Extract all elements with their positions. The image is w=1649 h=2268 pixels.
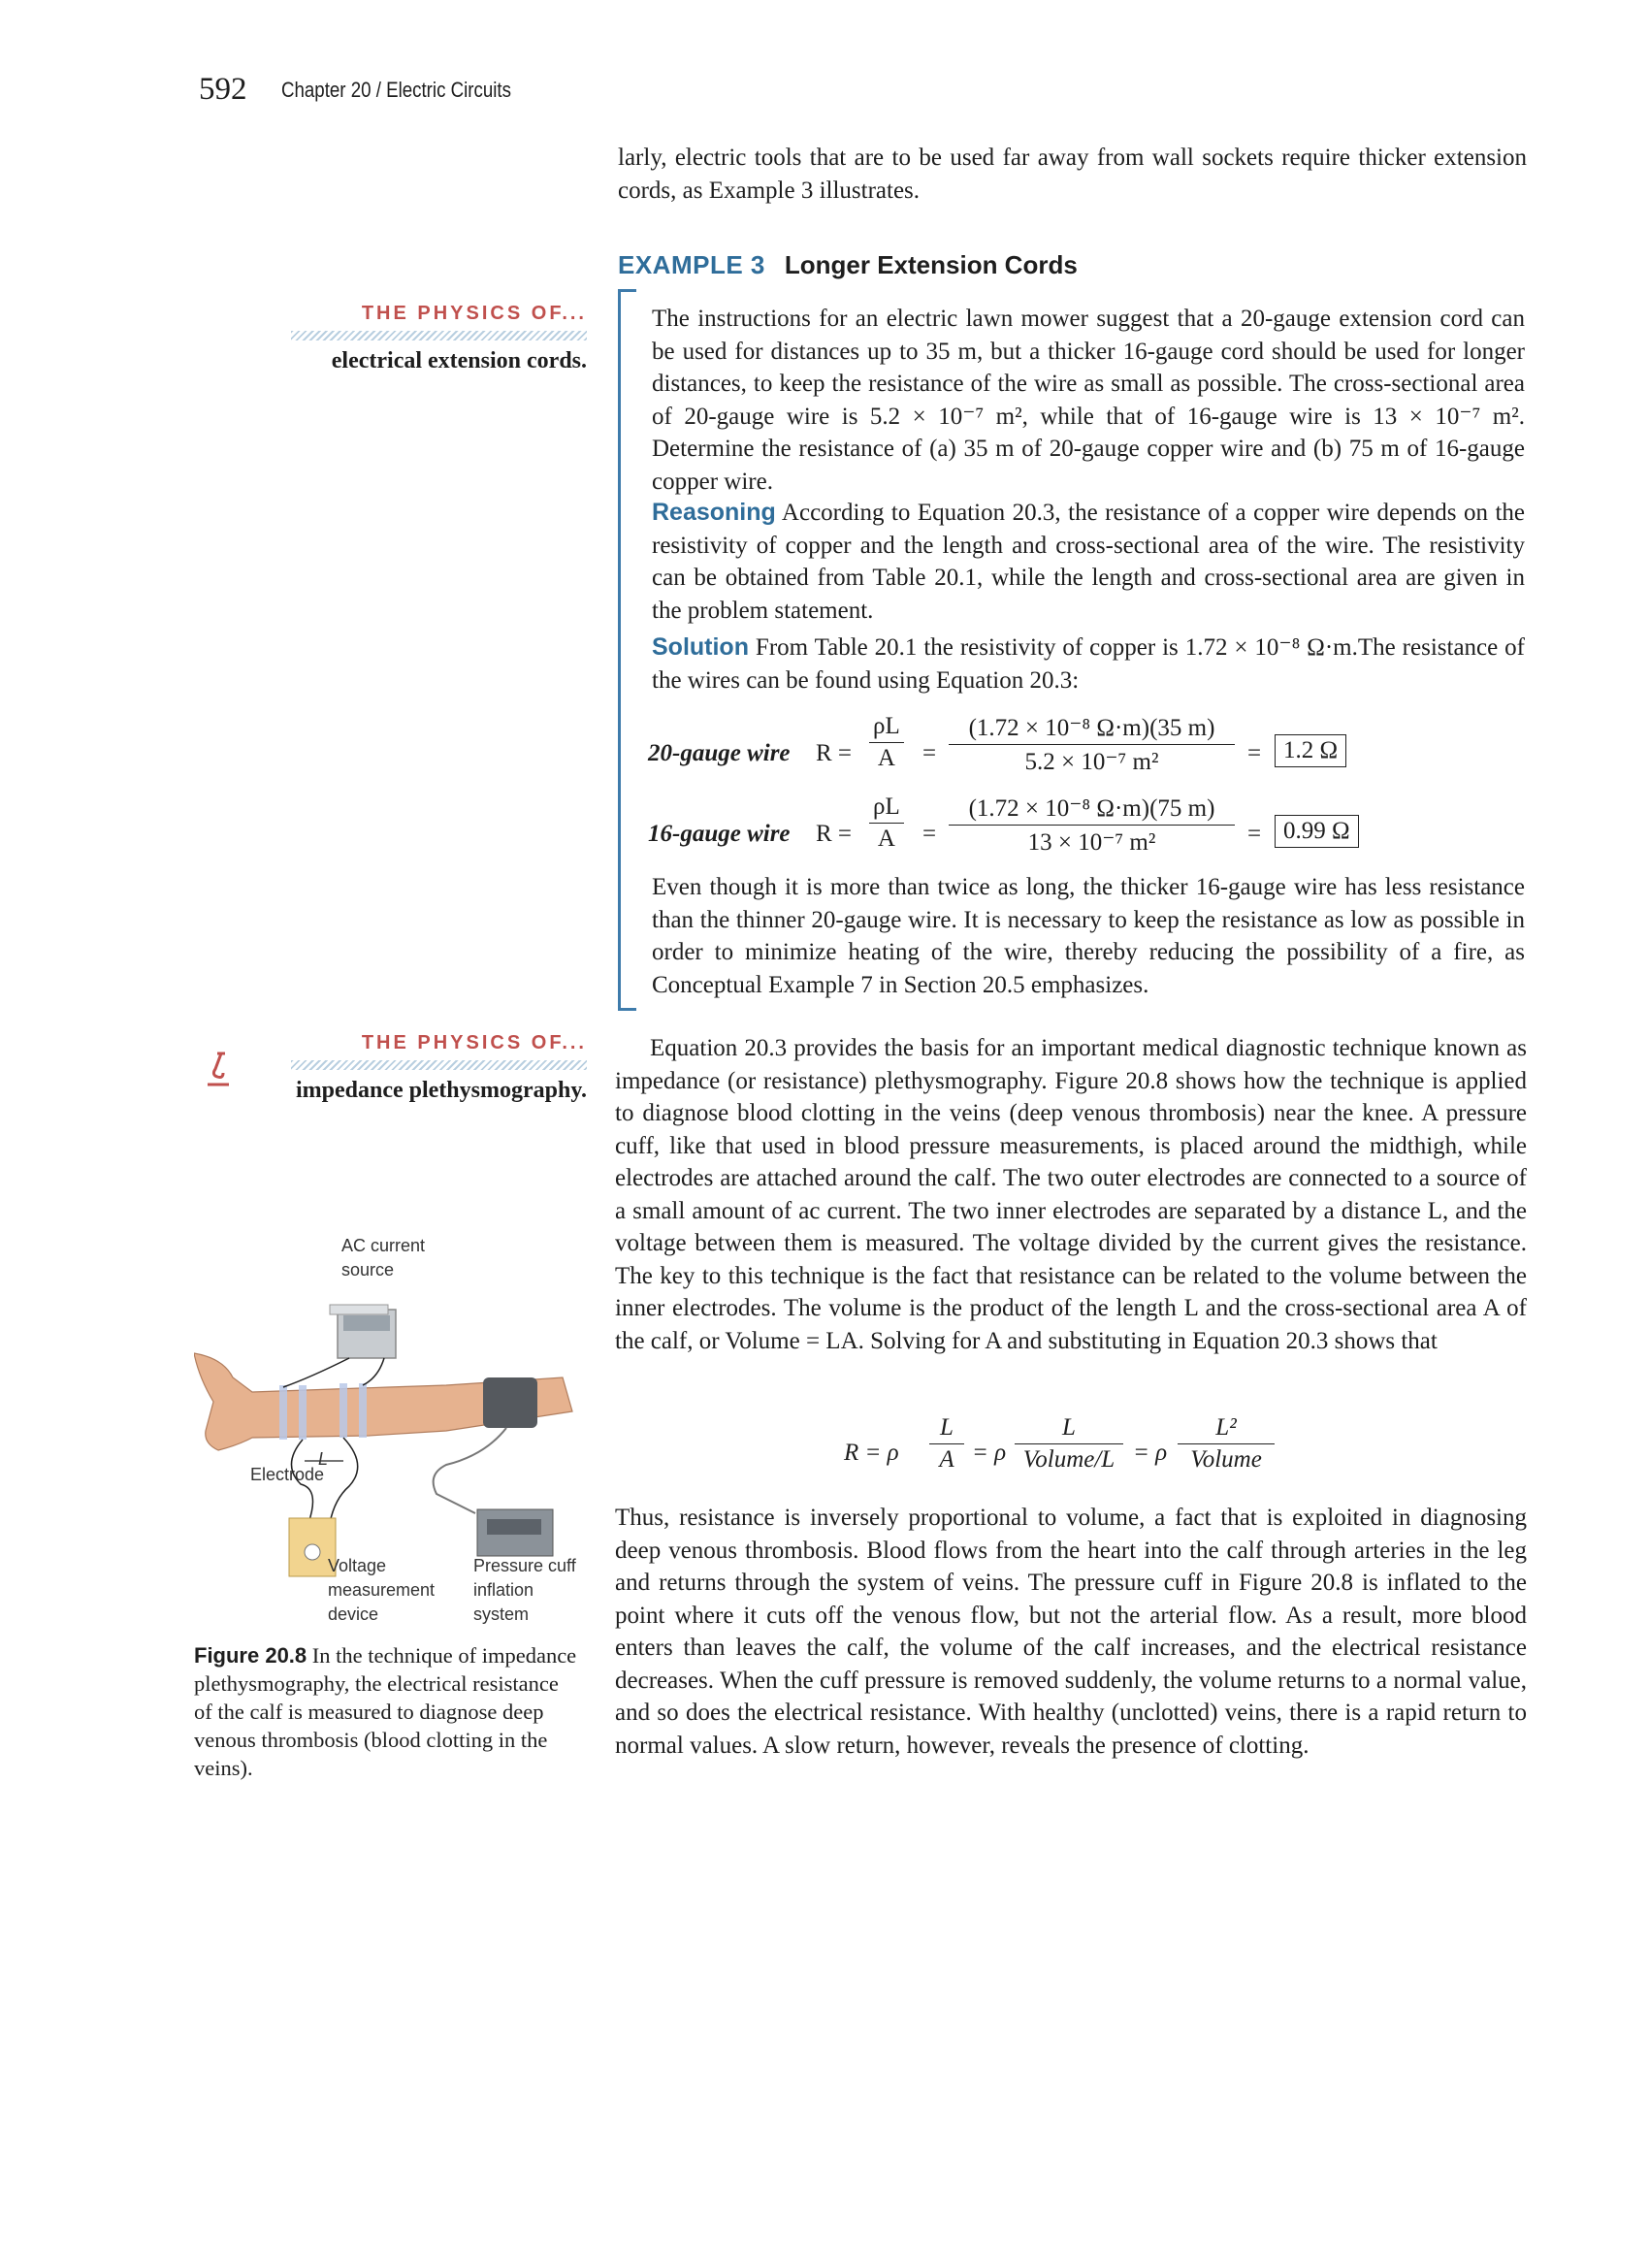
equation-20-gauge: 20-gauge wire R = $\frac{\rho L}{A}$ = $\frac{\text{(1.72 × 10⁻⁸ Ω·m)(35 m)}}{\text{5.2 × 10⁻⁷ m²}}$ = 1.2 Ω (648, 713, 1521, 791)
example-title: Longer Extension Cords (784, 250, 1078, 279)
electrode-band (359, 1383, 367, 1438)
label-voltage-device: Voltage measurement device (328, 1556, 436, 1624)
label-length: L (318, 1449, 329, 1469)
physics-of-heading: THE PHYSICS OF... (361, 1032, 587, 1053)
cuff-inflation-device (477, 1509, 553, 1556)
fraction: $\frac{\rho L}{A}$ (869, 713, 904, 772)
example-conclusion: Even though it is more than twice as long, the thicker 16-gauge wire has less resistance than the thinner 20-gauge wire. It is necessary to keep the resistance as low as possible in order to minimize heating of the wire, thereby reducing the possibility of a fire, as Conceptual Example 7 in Section 20.5 emphasizes. (652, 874, 1525, 998)
physics-of-heading: THE PHYSICS OF... (361, 303, 587, 324)
electrode-band (340, 1383, 347, 1438)
example-heading (618, 250, 1078, 280)
physics-of-topic: impedance plethysmography. (295, 1078, 587, 1103)
physics-of-topic: electrical extension cords. (331, 348, 587, 373)
caption-number: Figure 20.8 (194, 1643, 307, 1668)
example-solution (652, 632, 1525, 697)
result-box: 1.2 Ω (1275, 734, 1346, 767)
fraction: $\frac{\rho L}{A}$ (869, 794, 904, 853)
hatch-rule (291, 331, 587, 340)
chapter-title: Chapter 20 / Electric Circuits (281, 78, 511, 102)
medical-icon (204, 1050, 233, 1088)
intro-paragraph: larly, electric tools that are to be used far away from wall sockets require thicker extension cords, as Example 3 illustrates. (618, 145, 1527, 204)
result-box: 0.99 Ω (1275, 815, 1359, 848)
caption-text: In the technique of impedance plethysmography, the electrical resistance of the calf is measured to diagnose deep venous thrombosis (blood clotting in the veins). (194, 1643, 577, 1780)
label-cuff-system: Pressure cuff inflation system (473, 1556, 576, 1624)
main-equation: R = ρ $\frac{L}{A}$ = ρ L Volume/L = ρ L² Volume (844, 1414, 1310, 1492)
electrode-band (279, 1385, 287, 1440)
reasoning-text: According to Equation 20.3, the resistance of a copper wire depends on the resistivity of copper and the length and cross-sectional area of the wire. The resistivity can be obtained from Table 20.1, while the length and cross-sectional area are given in the problem statement. (652, 500, 1525, 624)
example-bracket (618, 289, 636, 1011)
equation-label: 16-gauge wire (648, 821, 791, 847)
pressure-cuff (483, 1377, 537, 1428)
main-paragraph-2: Thus, resistance is inversely proportional to volume, a fact that is exploited in diagnosing deep venous thrombosis. Blood flows from the heart into the calf through arteries in the leg and returns through the system of veins. The pressure cuff in Figure 20.8 is inflated to the point where it cuts off the venous flow, but not the arterial flow. As a result, more blood enters than leaves the calf, the volume of the calf increases, and the electrical resistance decreases. When the cuff pressure is removed suddenly, the volume returns to a normal value, and so does the electrical resistance. With healthy (unclotted) veins, there is a rapid return to normal values. A slow return, however, reveals the presence of clotting. (615, 1505, 1527, 1759)
example-problem: The instructions for an electric lawn mower suggest that a 20-gauge extension cord can be used for distances up to 35 m, but a thicker 16-gauge cord should be used for longer distances, to keep the resistance of the wire as small as possible. The cross-sectional area of 20-gauge wire is 5.2 × 10⁻⁷ m², while that of 16-gauge wire is 13 × 10⁻⁷ m². Determine the resistance of (a) 35 m of 20-gauge copper wire and (b) 75 m of 16-gauge copper wire. (652, 306, 1525, 495)
label-electrode: Electrode (250, 1465, 325, 1484)
electrode-band (299, 1385, 307, 1440)
margin-note-extension-cords (252, 303, 587, 374)
fraction: L Volume/L (1015, 1414, 1123, 1474)
solution-label: Solution (652, 633, 749, 661)
main-paragraph-1: Equation 20.3 provides the basis for an important medical diagnostic technique known as impedance (or resistance) plethysmography. Figure 20.8 shows how the technique is applied to diagnose blood clotting in the veins (deep venous thrombosis) near the knee. A pressure cuff, like that used in blood pressure measurements, is placed around the midthigh, while electrodes are attached around the calf. The two outer electrodes are connected to a source of a small amount of ac current. The two inner electrodes are separated by a distance L, and the voltage between them is measured. The voltage divided by the current gives the resistance. The key to this technique is the fact that resistance can be related to the volume between the inner electrodes. The volume is the product of the length L and the cross-sectional area A of the calf, or Volume = LA. Solving for A and substituting in Equation 20.3 shows that (615, 1035, 1527, 1354)
margin-note-plethysmography (252, 1032, 587, 1104)
example-label: EXAMPLE 3 (618, 250, 765, 279)
fraction: L² Volume (1178, 1414, 1275, 1474)
page-number: 592 (199, 72, 247, 107)
hatch-rule (291, 1060, 587, 1070)
equation-label: 20-gauge wire (648, 740, 791, 766)
equation-16-gauge: 16-gauge wire R = $\frac{\rho L}{A}$ = $\frac{\text{(1.72 × 10⁻⁸ Ω·m)(75 m)}}{\text{13 × 10⁻⁷ m²}}$ = 0.99 Ω (648, 794, 1521, 871)
fraction: $\frac{\text{(1.72 × 10⁻⁸ Ω·m)(35 m)}}{\text{5.2 × 10⁻⁷ m²}}$ (949, 713, 1235, 776)
fraction: $\frac{L}{A}$ (929, 1414, 964, 1474)
solution-text: From Table 20.1 the resistivity of copper is 1.72 × 10⁻⁸ Ω·m.The resistance of the wires can be found using Equation 20.3: (652, 634, 1525, 694)
fraction: $\frac{\text{(1.72 × 10⁻⁸ Ω·m)(75 m)}}{\text{13 × 10⁻⁷ m²}}$ (949, 794, 1235, 857)
reasoning-label: Reasoning (652, 499, 776, 526)
label-ac-source: AC current source (341, 1236, 426, 1280)
ac-source-device (330, 1305, 396, 1358)
figure-caption (194, 1641, 582, 1782)
example-reasoning (652, 497, 1525, 627)
